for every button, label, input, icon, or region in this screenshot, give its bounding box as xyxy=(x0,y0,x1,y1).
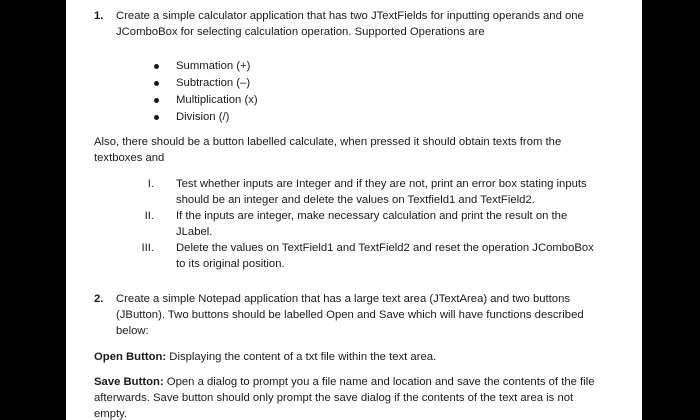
bullet-icon xyxy=(154,81,159,86)
open-button-description xyxy=(94,349,634,365)
bullet-icon xyxy=(154,98,159,103)
q2-number: 2. xyxy=(94,293,104,305)
q1-also-line1: Also, there should be a button labelled calculate, when pressed it should obtain texts from the xyxy=(94,136,562,148)
step-numeral: II. xyxy=(144,210,154,222)
step-line2: JLabel. xyxy=(176,226,213,238)
save-button-text-line2: afterwards. Save button should only prompt the save dialog if the contents of the text area is not xyxy=(94,392,574,404)
list-item: Division (/) xyxy=(154,109,454,126)
q1-intro-line2: JComboBox for selecting calculation operation. Supported Operations are xyxy=(116,26,485,38)
step-line1: If the inputs are integer, make necessary calculation and print the result on the xyxy=(176,210,568,222)
bullet-icon xyxy=(154,64,159,69)
save-button-text: Open a dialog to prompt you a file name and location and save the contents of the file xyxy=(163,376,595,388)
step-item xyxy=(66,208,642,240)
q1-number: 1. xyxy=(94,10,104,22)
open-button-label: Open Button: xyxy=(94,351,167,363)
step-line1: Test whether inputs are Integer and if they are not, print an error box stating inputs xyxy=(176,178,587,190)
bullet-icon xyxy=(154,115,159,120)
save-button-text-line3: empty. xyxy=(94,408,128,420)
q1-intro-line1: Create a simple calculator application that has two JTextFields for inputting operands and one xyxy=(116,10,584,22)
open-button-text: Displaying the content of a txt file within the text area. xyxy=(166,351,437,363)
step-numeral: I. xyxy=(147,178,154,190)
q2-intro xyxy=(116,291,636,339)
list-item: Multiplication (x) xyxy=(154,92,454,109)
q1-also-line2: textboxes and xyxy=(94,152,165,164)
operations-list xyxy=(154,58,454,126)
list-item: Subtraction (–) xyxy=(154,75,454,92)
q2-intro-line3: below: xyxy=(116,325,149,337)
q1-also-paragraph xyxy=(94,134,634,166)
step-line2: to its original position. xyxy=(176,258,285,270)
document-page xyxy=(66,0,642,420)
q1-intro xyxy=(116,8,636,40)
list-item: Summation (+) xyxy=(154,58,454,75)
step-numeral: III. xyxy=(141,242,154,254)
q2-intro-line2: (JButton). Two buttons should be labelled Open and Save which will have functions described xyxy=(116,309,584,321)
q2-intro-line1: Create a simple Notepad application that has a large text area (JTextArea) and two buttons xyxy=(116,293,571,305)
save-button-label: Save Button: xyxy=(94,376,164,388)
step-line1: Delete the values on TextField1 and TextField2 and reset the operation JComboBox xyxy=(176,242,594,254)
step-item xyxy=(66,240,642,272)
save-button-description xyxy=(94,374,639,420)
step-item xyxy=(66,176,642,208)
step-line2: should be an integer and delete the values on Textfield1 and TextField2. xyxy=(176,194,535,206)
